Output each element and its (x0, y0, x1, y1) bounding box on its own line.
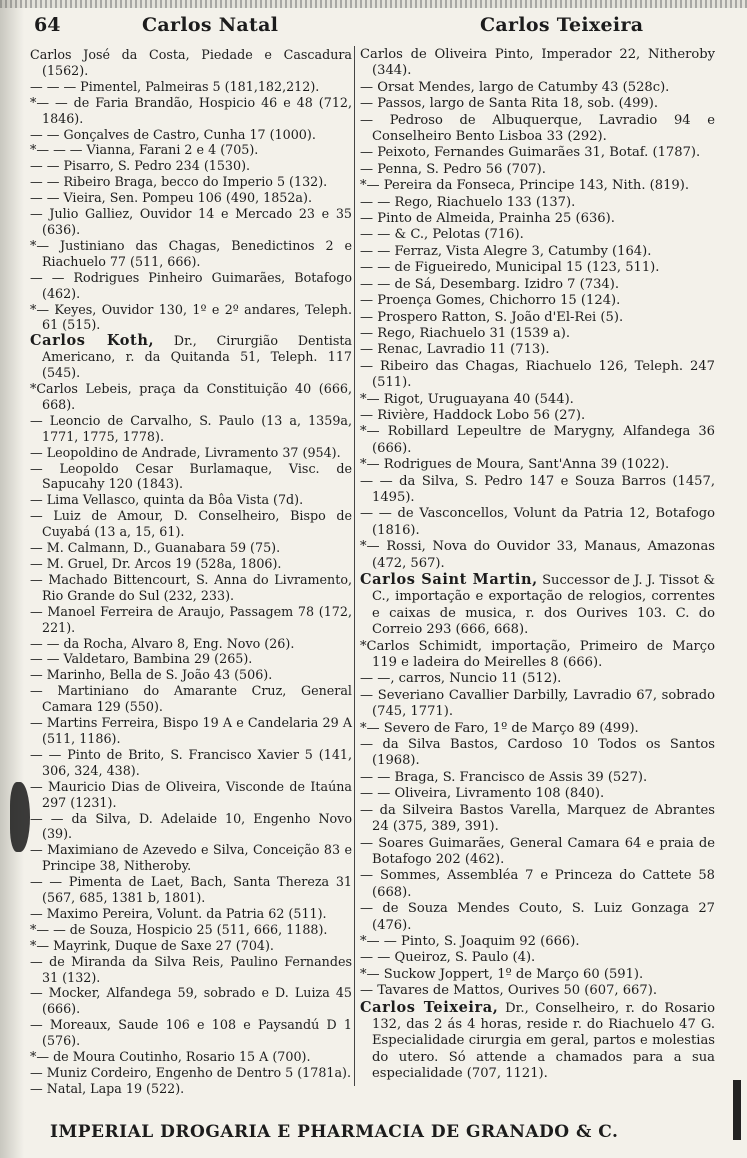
entry-text: — Machado Bittencourt, S. Anna do Livramento, Rio Grande do Sul (232, 233). (30, 571, 352, 603)
footer-advertisement: IMPERIAL DROGARIA E PHARMACIA DE GRANADO & C. (50, 1122, 619, 1142)
entry-text: — Orsat Mendes, largo de Catumby 43 (528c). (360, 79, 670, 95)
directory-entry (30, 938, 352, 954)
directory-entry (360, 983, 715, 999)
entry-text: — — Rego, Riachuelo 133 (137). (360, 194, 576, 210)
page-number: 64 (34, 14, 61, 36)
directory-entry (30, 302, 352, 334)
directory-entry (360, 868, 715, 901)
directory-entry (360, 408, 715, 424)
directory-entry (360, 392, 715, 408)
directory-entry (360, 688, 715, 721)
entry-text: — Ribeiro das Chagas, Riachuelo 126, Teleph. 247 (511). (360, 358, 715, 391)
entry-text: *— Keyes, Ouvidor 130, 1º e 2º andares, Teleph. 61 (515). (30, 301, 352, 333)
entry-text: — de Miranda da Silva Reis, Paulino Fernandes 31 (132). (30, 953, 352, 985)
directory-entry (360, 227, 715, 243)
directory-entry (360, 277, 715, 293)
directory-entry (360, 474, 715, 507)
directory-entry (360, 178, 715, 194)
entry-text: — Martins Ferreira, Bispo 19 A e Candelaria 29 A (511, 1186). (30, 715, 352, 746)
directory-entry (30, 922, 352, 938)
directory-entry (360, 721, 715, 737)
directory-entry (360, 162, 715, 178)
directory-entry (360, 539, 715, 572)
entry-text: *— Severo de Faro, 1º de Março 89 (499). (360, 720, 639, 736)
entry-text: — Prospero Ratton, S. João d'El-Rei (5). (360, 309, 624, 325)
entry-name: Carlos Koth, (30, 332, 155, 350)
directory-entry (30, 333, 352, 381)
entry-text: — da Silva Bastos, Cardoso 10 Todos os Santos (1968). (360, 737, 715, 769)
entry-text: — Natal, Lapa 19 (522). (30, 1080, 185, 1096)
entry-text: *— Pereira da Fonseca, Principe 143, Nith. (819). (360, 178, 690, 194)
directory-entry (30, 1065, 352, 1081)
directory-entry (360, 572, 715, 639)
directory-entry (30, 556, 352, 572)
entry-text: — de Souza Mendes Couto, S. Luiz Gonzaga 27 (476). (360, 901, 715, 933)
directory-entry (30, 1049, 352, 1065)
entry-text: — Pinto de Almeida, Prainha 25 (636). (360, 211, 615, 227)
directory-entry (30, 540, 352, 556)
entry-text: — Penna, S. Pedro 56 (707). (360, 161, 546, 177)
directory-entry (360, 359, 715, 392)
directory-entry (360, 244, 715, 260)
entry-text: — Renac, Lavradio 11 (713). (360, 342, 550, 358)
entry-text: — da Silveira Bastos Varella, Marquez de Abrantes 24 (375, 389, 391). (360, 802, 715, 835)
entry-text: — Marinho, Bella de S. João 43 (506). (30, 667, 273, 683)
directory-entry (30, 47, 352, 79)
directory-entry (30, 127, 352, 143)
entry-text: *— — — Vianna, Farani 2 e 4 (705). (30, 142, 259, 158)
entry-text: — — & C., Pelotas (716). (360, 227, 524, 243)
entry-text: — — Ferraz, Vista Alegre 3, Catumby (164). (360, 243, 652, 259)
entry-text: *— Justiniano das Chagas, Benedictinos 2 e Riachuelo 77 (511, 666). (30, 237, 352, 269)
entry-text: — Passos, largo de Santa Rita 18, sob. (499). (360, 96, 659, 112)
entry-text: *— Rodrigues de Moura, Sant'Anna 39 (1022). (360, 457, 670, 473)
margin-ink-blot (10, 782, 30, 852)
entry-text: *Carlos Lebeis, praça da Constituição 40 (666, 668). (30, 381, 352, 412)
directory-entry (30, 874, 352, 906)
left-column (30, 47, 352, 1097)
directory-entry (30, 906, 352, 922)
entry-text: — Soares Guimarães, General Camara 64 e praia de Botafogo 202 (462). (360, 835, 715, 867)
directory-entry (360, 737, 715, 770)
entry-text: — Leopoldino de Andrade, Livramento 37 (954). (30, 444, 341, 460)
directory-entry (30, 413, 352, 445)
directory-entry (30, 842, 352, 874)
directory-entry (30, 445, 352, 461)
entry-text: — — Braga, S. Francisco de Assis 39 (527). (360, 769, 648, 785)
entry-text: — — Queiroz, S. Paulo (4). (360, 950, 536, 966)
entry-text: *— Mayrink, Duque de Saxe 27 (704). (30, 937, 274, 953)
entry-text: — Moreaux, Saude 106 e 108 e Paysandú D 1 (576). (30, 1017, 352, 1049)
entry-text: — M. Calmann, D., Guanabara 59 (75). (30, 540, 281, 556)
directory-entry (360, 639, 715, 672)
entry-text: — Rego, Riachuelo 31 (1539 a). (360, 325, 570, 341)
directory-entry (360, 950, 715, 966)
directory-entry (30, 954, 352, 986)
entry-text: — Maximo Pereira, Volunt. da Patria 62 (511). (30, 905, 327, 921)
directory-entry (30, 190, 352, 206)
directory-entry (30, 238, 352, 270)
entry-text: *— Robillard Lepeultre de Marygny, Alfandega 36 (666). (360, 424, 715, 456)
directory-entry (360, 113, 715, 146)
scan-edge-shade (0, 0, 24, 1158)
directory-entry (360, 293, 715, 309)
entry-text: — Pedroso de Albuquerque, Lavradio 94 e Conselheiro Bento Lisboa 33 (292). (360, 112, 715, 145)
entry-text: — — Pimenta de Laet, Bach, Santa Thereza 31 (567, 685, 1381 b, 1801). (30, 874, 352, 906)
directory-entry (30, 1081, 352, 1097)
directory-entry (360, 836, 715, 869)
entry-text: — Leopoldo Cesar Burlamaque, Visc. de Sapucahy 120 (1843). (30, 460, 352, 492)
entry-text: *— — de Faria Brandão, Hospicio 46 e 48 (712, 1846). (30, 94, 352, 126)
directory-entry (360, 195, 715, 211)
directory-entry (360, 260, 715, 276)
directory-entry (360, 770, 715, 786)
entry-text: — — Pinto de Brito, S. Francisco Xavier 5 (141, 306, 324, 438). (30, 746, 352, 778)
entry-text: *— Rigot, Uruguayana 40 (544). (360, 391, 574, 407)
directory-entry (360, 457, 715, 473)
directory-entry (30, 667, 352, 683)
entry-text: — — — Pimentel, Palmeiras 5 (181,182,212). (30, 78, 320, 94)
entry-text: — — Vieira, Sen. Pompeu 106 (490, 1852a). (30, 190, 312, 206)
directory-entry (30, 492, 352, 508)
directory-entry (30, 811, 352, 843)
directory-entry (360, 47, 715, 80)
entry-text: *— Rossi, Nova do Ouvidor 33, Manaus, Amazonas (472, 567). (360, 539, 715, 571)
entry-text: — — Valdetaro, Bambina 29 (265). (30, 651, 253, 667)
directory-entry (30, 572, 352, 604)
entry-text: — — Gonçalves de Castro, Cunha 17 (1000). (30, 126, 316, 142)
entry-text: — M. Gruel, Dr. Arcos 19 (528a, 1806). (30, 556, 282, 571)
edge-ink-mark (733, 1080, 741, 1140)
entry-text: — — Pisarro, S. Pedro 234 (1530). (30, 158, 251, 174)
directory-entry (360, 506, 715, 539)
entry-name: Carlos Teixeira, (360, 998, 499, 1016)
entry-text: — Julio Galliez, Ouvidor 14 e Mercado 23 e 35 (636). (30, 206, 352, 237)
directory-entry (360, 786, 715, 802)
directory-entry (30, 79, 352, 95)
left-running-heading: Carlos Natal (142, 14, 279, 36)
directory-entry (30, 683, 352, 715)
entry-text: — Proença Gomes, Chichorro 15 (124). (360, 293, 621, 309)
directory-entry (360, 934, 715, 950)
entry-text: *Carlos Schimidt, importação, Primeiro de Março 119 e ladeira do Meirelles 8 (666). (360, 638, 715, 671)
directory-entry (30, 381, 352, 413)
directory-entry (30, 142, 352, 158)
directory-entry (360, 424, 715, 457)
entry-text: — —, carros, Nuncio 11 (512). (360, 671, 562, 687)
entry-text: — Sommes, Assembléa 7 e Princeza do Cattete 58 (668). (360, 868, 715, 900)
directory-entry (360, 803, 715, 836)
directory-entry (30, 779, 352, 811)
entry-text: — Manoel Ferreira de Araujo, Passagem 78 (172, 221). (30, 603, 352, 635)
column-divider (354, 46, 355, 1086)
directory-entry (30, 651, 352, 667)
entry-text: — — da Rocha, Alvaro 8, Eng. Novo (26). (30, 635, 295, 651)
directory-entry (360, 342, 715, 358)
entry-text: — Lima Vellasco, quinta da Bôa Vista (7d). (30, 492, 304, 508)
directory-entry (30, 604, 352, 636)
directory-entry (30, 158, 352, 174)
entry-text: — Peixoto, Fernandes Guimarães 31, Botaf. (1787). (360, 145, 701, 161)
entry-text: — — da Silva, S. Pedro 147 e Souza Barros (1457, 1495). (360, 473, 715, 505)
directory-entry (30, 1017, 352, 1049)
entry-text: — Severiano Cavallier Darbilly, Lavradio 67, sobrado (745, 1771). (360, 687, 715, 720)
directory-entry (360, 145, 715, 161)
entry-text: — — de Vasconcellos, Volunt da Patria 12, Botafogo (1816). (360, 506, 715, 538)
right-running-heading: Carlos Teixeira (480, 14, 644, 36)
directory-entry (360, 326, 715, 342)
directory-entry (30, 985, 352, 1017)
entry-text: — — Rodrigues Pinheiro Guimarães, Botafogo (462). (30, 269, 352, 301)
directory-entry (30, 461, 352, 493)
directory-entry (360, 967, 715, 983)
directory-entry (30, 206, 352, 238)
entry-text: Carlos de Oliveira Pinto, Imperador 22, Nitheroby (344). (360, 47, 715, 79)
right-column (360, 47, 715, 1083)
directory-entry (360, 1000, 715, 1083)
directory-entry (30, 270, 352, 302)
entry-text: *— Suckow Joppert, 1º de Março 60 (591). (360, 966, 644, 982)
directory-entry (360, 96, 715, 112)
page-header (26, 10, 716, 42)
entry-text: — — de Sá, Desembarg. Izidro 7 (734). (360, 276, 619, 292)
directory-entry (30, 95, 352, 127)
directory-entry (360, 211, 715, 227)
directory-entry (360, 310, 715, 326)
entry-text: — Tavares de Mattos, Ourives 50 (607, 667). (360, 983, 657, 999)
directory-entry (30, 636, 352, 652)
entry-text: — — Ribeiro Braga, becco do Imperio 5 (132). (30, 174, 328, 190)
directory-entry (360, 80, 715, 96)
entry-text: Dr., Cirurgião Dentista Americano, r. da Quitanda 51, Teleph. 117 (545). (42, 333, 352, 381)
scan-edge-noise (0, 0, 747, 8)
entry-text: — Luiz de Amour, D. Conselheiro, Bispo de Cuyabá (13 a, 15, 61). (30, 508, 352, 540)
entry-text: — Muniz Cordeiro, Engenho de Dentro 5 (1781a). (30, 1065, 352, 1080)
entry-text: *— — de Souza, Hospicio 25 (511, 666, 1188). (30, 921, 328, 937)
directory-entry (360, 901, 715, 934)
entry-text: Dr., Conselheiro, r. do Rosario 132, das 2 ás 4 horas, reside r. do Riachuelo 47 G. Especialidade cirurgia em geral, partos e molestias do utero. Só attende a chamados para a sua especialidade (707, 1121). (372, 1000, 716, 1082)
directory-entry (360, 671, 715, 687)
entry-text: *— de Moura Coutinho, Rosario 15 A (700). (30, 1049, 311, 1065)
entry-text: — Maximiano de Azevedo e Silva, Conceição 83 e Principe 38, Nitheroby. (30, 842, 352, 874)
entry-text: — Rivière, Haddock Lobo 56 (27). (360, 407, 586, 423)
directory-entry (30, 747, 352, 779)
directory-entry (30, 508, 352, 540)
entry-text: — — da Silva, D. Adelaide 10, Engenho Novo (39). (30, 810, 352, 842)
directory-entry (30, 174, 352, 190)
entry-text: — — Oliveira, Livramento 108 (840). (360, 786, 605, 802)
entry-text: — — de Figueiredo, Municipal 15 (123, 511). (360, 260, 660, 276)
entry-text: — Leoncio de Carvalho, S. Paulo (13 a, 1359a, 1771, 1775, 1778). (30, 412, 352, 444)
entry-text: Successor de J. J. Tissot & C., importação e exportação de relogios, correntes e caixas de musica, r. dos Ourives 103. C. do Correio 293 (666, 668). (372, 573, 716, 638)
entry-text: Carlos José da Costa, Piedade e Cascadura (1562). (30, 47, 352, 78)
entry-text: — Mocker, Alfandega 59, sobrado e D. Luiza 45 (666). (30, 985, 352, 1017)
entry-name: Carlos Saint Martin, (360, 571, 538, 588)
entry-text: — Mauricio Dias de Oliveira, Visconde de Itaúna 297 (1231). (30, 778, 352, 810)
entry-text: — Martiniano do Amarante Cruz, General Camara 129 (550). (30, 683, 352, 715)
entry-text: *— — Pinto, S. Joaquim 92 (666). (360, 933, 580, 949)
directory-entry (30, 715, 352, 747)
